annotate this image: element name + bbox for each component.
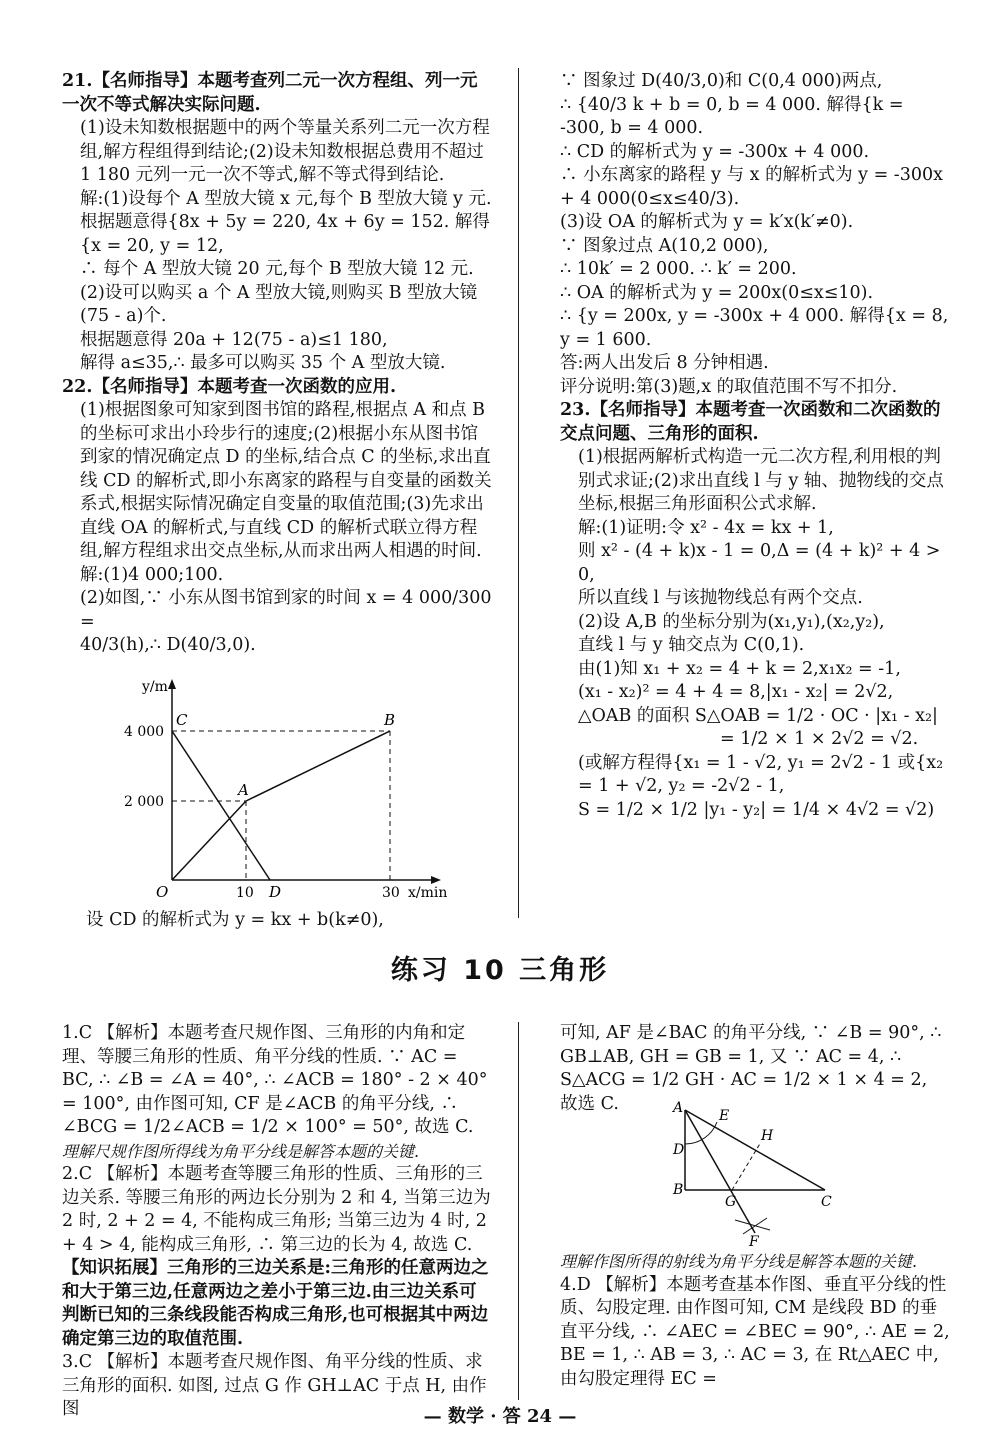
x-axis-label: x/min <box>408 885 448 901</box>
tri-label-E: E <box>719 1108 730 1124</box>
q22-title: 22.【名师指导】本题考查一次函数的应用. <box>62 376 397 397</box>
q21-sol-6: 解得 a≤35,∴ 最多可以购买 35 个 A 型放大镜. <box>80 353 446 373</box>
tri-label-B: B <box>673 1182 684 1198</box>
left-column-bottom <box>62 1022 497 1422</box>
r-line-8: ∴ OA 的解析式为 y = 200x(0≤x≤10). <box>560 282 874 303</box>
p3-tip: 理解作图所得的射线为角平分线是解答本题的关键. <box>560 1252 918 1271</box>
q23-sol-1: 解:(1)证明:令 x² - 4x = kx + 1, <box>578 517 834 538</box>
q21-title: 21.【名师指导】本题考查列二元一次方程组、列一元一次不等式解决实际问题. <box>62 71 478 115</box>
arc-F <box>735 1218 770 1234</box>
side-AC <box>685 1110 825 1190</box>
line-GH <box>732 1142 761 1190</box>
q23-sol-6: 由(1)知 x₁ + x₂ = 4 + k = 2,x₁x₂ = -1, <box>578 658 901 679</box>
r-line-11: 评分说明:第(3)题,x 的取值范围不写不扣分. <box>560 376 898 397</box>
q21-sol-4: (2)设可以购买 a 个 A 型放大镜,则购买 B 型放大镜(75 - a)个. <box>80 282 478 326</box>
r-line-1: ∵ 图象过 D(40/3,0)和 C(0,4 000)两点, <box>560 71 883 91</box>
r-line-6: ∵ 图象过点 A(10,2 000), <box>560 235 769 256</box>
ray-AF <box>685 1110 755 1233</box>
line-CD <box>172 731 270 880</box>
q22-guide: (1)根据图象可知家到图书馆的路程,根据点 A 和点 B 的坐标可求出小玲步行的速度;(2)根据小东从图书馆到家的情况确定点 D 的坐标,结合点 C 的坐标,求出直线 CD 的解析式,即小东离家的路程与自变量的函数关系式,根据实际情况确定自变量的取值范围;(3)先求出直线 OA 的解析式,与直线 CD 的解析式联立得方程组,解方程组求出交点坐标,从而求出两人相遇的时间. <box>80 400 492 561</box>
y-tick-2000: 2 000 <box>124 794 165 810</box>
q21-sol-3: ∴ 每个 A 型放大镜 20 元,每个 B 型放大镜 12 元. <box>80 259 474 279</box>
p1-tip: 理解尺规作图所得线为角平分线是解答本题的关键. <box>62 1141 420 1161</box>
x-tick-10: 10 <box>236 885 254 901</box>
x-tick-D: D <box>269 883 282 901</box>
r-line-5: (3)设 OA 的解析式为 y = k′x(k′≠0). <box>560 212 854 232</box>
cd-expression: 设 CD 的解析式为 y = kx + b(k≠0), <box>86 910 384 930</box>
distance-time-graph <box>120 675 450 905</box>
line-OA <box>172 801 246 880</box>
r-line-9: ∴ {y = 200x, y = -300x + 4 000. 解得{x = 8, y = 1 600. <box>560 306 954 350</box>
p3-solution: 3.C 【解析】本题考查尺规作图、角平分线的性质、求三角形的面积. 如图, 过点 G 作 GH⊥AC 于点 H, 由作图 <box>62 1352 487 1419</box>
p4-solution: 4.D 【解析】本题考查基本作图、垂直平分线的性质、勾股定理. 由作图可知, CM 是线段 BD 的垂直平分线, ∴ ∠AEC = ∠BEC = 90°, ∴ AE = 2, BE = 1, ∴ AB = 3, ∴ AC = 3, 在 Rt△AEC 中, 由勾股定理得 EC = <box>560 1274 956 1389</box>
r-line-4: ∴ 小东离家的路程 y 与 x 的解析式为 y = -300x + 4 000(0≤x≤40/3). <box>560 165 949 209</box>
q21-sol-5: 根据题意得 20a + 12(75 - a)≤1 180, <box>80 329 388 350</box>
q22-sol-1: 解:(1)4 000;100. <box>80 564 224 585</box>
tri-label-D: D <box>673 1142 685 1158</box>
tri-label-F: F <box>749 1234 759 1248</box>
tri-label-G: G <box>725 1194 737 1210</box>
q22-sol-3: 40/3(h),∴ D(40/3,0). <box>80 635 256 655</box>
q22-sol-2: (2)如图,∵ 小东从图书馆到家的时间 x = 4 000/300 = <box>80 588 498 632</box>
x-tick-30: 30 <box>382 885 400 901</box>
right-column-top <box>560 70 954 822</box>
q23-sol-10: (或解方程得{x₁ = 1 - √2, y₁ = 2√2 - 1 或{x₂ = 1 + √2, y₂ = -2√2 - 1, <box>578 752 949 796</box>
p2-extension: 【知识拓展】三角形的三边关系是:三角形的任意两边之和大于第三边,任意两边之差小于第三边.由三边关系可判断已知的三条线段能否构成三角形,也可根据其中两边确定第三边的取值范围. <box>62 1258 489 1349</box>
r-line-2: ∴ {40/3 k + b = 0, b = 4 000. 解得{k = -300, b = 4 000. <box>560 94 910 138</box>
r-line-7: ∴ 10k′ = 2 000. ∴ k′ = 200. <box>560 259 797 279</box>
point-B: B <box>384 711 396 729</box>
y-axis-label: y/m <box>142 679 168 695</box>
page-footer: — 数学 · 答 24 — <box>423 1406 577 1427</box>
q21-sol-2: 根据题意得{8x + 5y = 220, 4x + 6y = 152. 解得{x = 20, y = 12, <box>80 212 490 256</box>
q23-sol-11: S = 1/2 × 1/2 |y₁ - y₂| = 1/4 × 4√2 = √2) <box>578 799 935 820</box>
line-AB <box>246 731 390 801</box>
tri-label-A: A <box>673 1100 684 1116</box>
triangle-figure <box>655 1098 855 1248</box>
p2-solution: 2.C 【解析】本题考查等腰三角形的性质、三角形的三边关系. 等腰三角形的两边长分别为 2 和 4, 当第三边为 2 时, 2 + 2 = 4, 不能构成三角形; 当第三边为 4 时, 2 + 4 > 4, 能构成三角形, ∴ 第三边的长为 4, 故选 C. <box>62 1164 497 1255</box>
y-tick-4000: 4 000 <box>124 724 165 740</box>
q23-sol-3: 所以直线 l 与该抛物线总有两个交点. <box>578 588 863 608</box>
q23-sol-9: = 1/2 × 1 × 2√2 = √2. <box>720 729 919 749</box>
p1-solution: 1.C 【解析】本题考查尺规作图、三角形的内角和定理、等腰三角形的性质、角平分线的性质. ∵ AC = BC, ∴ ∠B = ∠A = 40°, ∴ ∠ACB = 180° - 2 × 40° = 100°, 由作图可知, CF 是∠ACB 的角平分线, ∴ ∠BCG = 1/2∠ACB = 1/2 × 100° = 50°, 故选 C. <box>62 1023 494 1137</box>
point-A: A <box>238 781 249 799</box>
p3-solution-cont: 可知, AF 是∠BAC 的角平分线, ∵ ∠B = 90°, ∴ GB⊥AB, GH = GB = 1, 又 ∵ AC = 4, ∴ S△ACG = 1/2 GH · AC = 1/2 × 1 × 4 = 2, 故选 C. <box>560 1023 947 1114</box>
q23-title: 23.【名师指导】本题考查一次函数和二次函数的交点问题、三角形的面积. <box>560 400 941 444</box>
r-line-10: 答:两人出发后 8 分钟相遇. <box>560 353 769 373</box>
r-line-3: ∴ CD 的解析式为 y = -300x + 4 000. <box>560 141 870 162</box>
q23-sol-7: (x₁ - x₂)² = 4 + 4 = 8,|x₁ - x₂| = 2√2, <box>578 682 894 702</box>
origin-label: O <box>156 883 169 901</box>
q23-sol-5: 直线 l 与 y 轴交点为 C(0,1). <box>578 635 805 655</box>
tri-label-C: C <box>821 1194 832 1210</box>
x-axis-arrow <box>431 876 441 884</box>
q23-sol-8: △OAB 的面积 S△OAB = 1/2 · OC · |x₁ - x₂| <box>578 705 938 726</box>
point-C: C <box>176 711 188 729</box>
column-divider-top <box>518 68 519 918</box>
q23-sol-2: 则 x² - (4 + k)x - 1 = 0,Δ = (4 + k)² + 4 > 0, <box>578 541 947 585</box>
column-divider-bottom <box>518 1022 519 1400</box>
y-axis-arrow <box>168 679 176 689</box>
q23-guide: (1)根据两解析式构造一元二次方程,利用根的判别式求证;(2)求出直线 l 与 y 轴、抛物线的交点坐标,根据三角形面积公式求解. <box>578 447 944 514</box>
right-column-bottom-2 <box>560 1250 956 1391</box>
q21-guide: (1)设未知数根据题中的两个等量关系列二元一次方程组,解方程组得到结论;(2)设未知数根据总费用不超过 1 180 元列一元一次不等式,解不等式得到结论. <box>80 118 490 185</box>
left-column-top <box>62 70 498 658</box>
q23-sol-4: (2)设 A,B 的坐标分别为(x₁,y₁),(x₂,y₂), <box>578 611 885 632</box>
section-title: 练习 10 三角形 <box>390 955 610 986</box>
tri-label-H: H <box>761 1128 774 1144</box>
q21-sol-1: 解:(1)设每个 A 型放大镜 x 元,每个 B 型放大镜 y 元. <box>80 188 492 209</box>
